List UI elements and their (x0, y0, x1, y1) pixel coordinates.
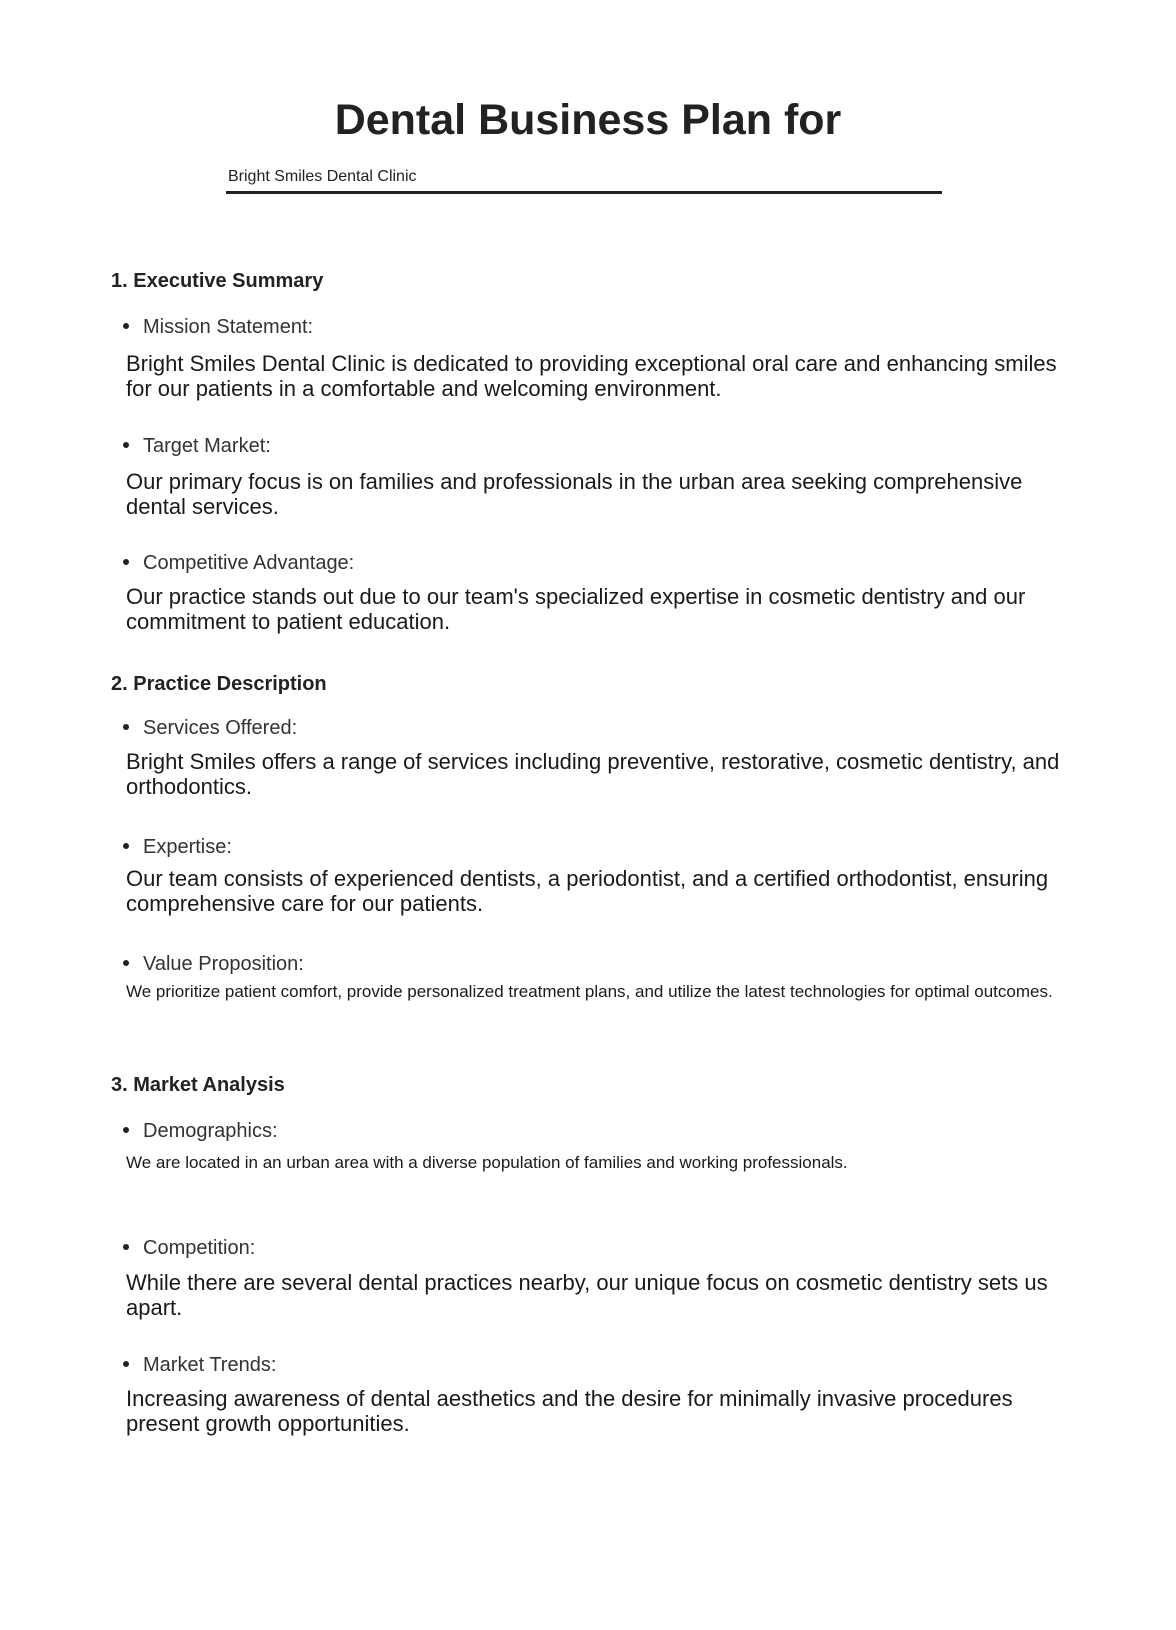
competitive-advantage-text: Our practice stands out due to our team's specialized expertise in cosmetic dentistry and our commitment to patient education. (126, 584, 1026, 634)
bullet-services-offered (123, 717, 297, 740)
bullet-mission-statement (123, 316, 313, 339)
bullet-label: Competitive Advantage: (143, 552, 355, 574)
bullet-label: Mission Statement: (143, 316, 314, 338)
services-offered-text: Bright Smiles offers a range of services including preventive, restorative, cosmetic dentistry, and orthodontics. (126, 749, 1060, 799)
bullet-icon (123, 1361, 129, 1367)
target-market-text: Our primary focus is on families and professionals in the urban area seeking comprehensive dental services. (126, 469, 1023, 519)
bullet-icon (123, 442, 129, 448)
bullet-label: Expertise: (143, 836, 232, 858)
bullet-expertise (123, 836, 232, 859)
bullet-icon (123, 960, 129, 966)
bullet-label: Value Proposition: (143, 953, 304, 975)
market-trends-text: Increasing awareness of dental aesthetics and the desire for minimally invasive procedures present growth opportunities. (126, 1386, 1013, 1436)
competition-text: While there are several dental practices nearby, our unique focus on cosmetic dentistry sets us apart. (126, 1270, 1048, 1320)
bullet-icon (123, 1244, 129, 1250)
bullet-competition (123, 1237, 255, 1260)
bullet-demographics (123, 1120, 278, 1143)
bullet-icon (123, 724, 129, 730)
mission-statement-text: Bright Smiles Dental Clinic is dedicated to providing exceptional oral care and enhancing smiles for our patients in a comfortable and welcoming environment. (126, 351, 1057, 401)
bullet-icon (123, 1127, 129, 1133)
bullet-label: Market Trends: (143, 1354, 277, 1376)
section-heading-executive-summary: 1. Executive Summary (111, 270, 324, 292)
bullet-icon (123, 843, 129, 849)
bullet-label: Services Offered: (143, 717, 298, 739)
bullet-target-market (123, 435, 271, 458)
bullet-label: Target Market: (143, 435, 271, 457)
section-heading-market-analysis: 3. Market Analysis (111, 1074, 285, 1096)
clinic-name-field: Bright Smiles Dental Clinic (228, 168, 417, 185)
bullet-competitive-advantage (123, 552, 354, 575)
expertise-text: Our team consists of experienced dentists, a periodontist, and a certified orthodontist, ensuring comprehensive care for our patients. (126, 866, 1049, 916)
value-proposition-text: We prioritize patient comfort, provide personalized treatment plans, and utilize the latest technologies for optimal outcomes. (126, 982, 1053, 1001)
clinic-name-underline (226, 191, 942, 194)
bullet-icon (123, 559, 129, 565)
bullet-value-proposition (123, 953, 304, 976)
demographics-text: We are located in an urban area with a diverse population of families and working professionals. (126, 1153, 848, 1172)
bullet-label: Competition: (143, 1237, 256, 1259)
section-heading-practice-description: 2. Practice Description (111, 673, 327, 695)
bullet-label: Demographics: (143, 1120, 278, 1142)
document-title: Dental Business Plan for (334, 96, 842, 144)
bullet-icon (123, 323, 129, 329)
bullet-market-trends (123, 1354, 276, 1377)
